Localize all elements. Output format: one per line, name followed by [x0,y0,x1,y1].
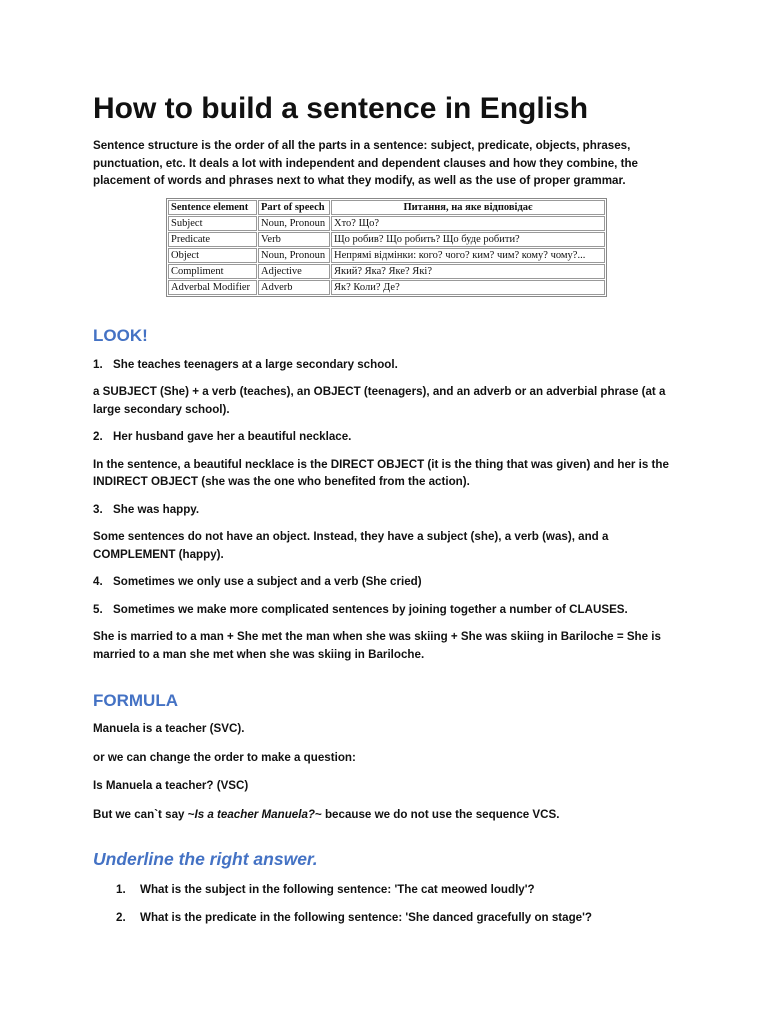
table-cell: Compliment [168,264,257,279]
item-text: She teaches teenagers at a large secondary school. [113,357,398,371]
item-number: 5. [93,602,103,616]
look-heading: LOOK! [93,325,148,345]
table-cell: Який? Яка? Яке? Які? [331,264,605,279]
document-page [93,90,683,926]
question-number: 1. [116,883,126,896]
look-explanation-2: In the sentence, a beautiful necklace is the DIRECT OBJECT (it is the thing that was given) and her is the INDIRECT OBJECT (she was the one who benefited from the action). [93,457,669,488]
look-item-3 [93,501,683,519]
sentence-elements-table-wrapper [166,198,683,297]
exercise-heading: Underline the right answer. [93,849,318,869]
table-header-cell: Part of speech [258,200,330,215]
table-row [168,232,605,247]
item-number: 1. [93,357,103,371]
table-cell: Як? Коли? Де? [331,280,605,295]
question-text: What is the predicate in the following sentence: 'She danced gracefully on stage'? [140,910,592,924]
question-number: 2. [116,910,126,924]
exercise-question-2 [93,909,683,927]
item-text: Sometimes we only use a subject and a verb (She cried) [113,575,422,588]
formula-line-4-italic: Is a teacher Manuela? [194,807,315,821]
table-row [168,264,605,279]
table-cell: Verb [258,232,330,247]
exercise-question-1 [93,881,683,899]
table-cell: Predicate [168,232,257,247]
intro-paragraph: Sentence structure is the order of all the parts in a sentence: subject, predicate, objects, phrases, punctuation, etc. It deals a lot with independent and dependent clauses and how they combine, the placement of words and phrases next to what they modify, as well as the use of proper grammar. [93,139,638,187]
formula-heading: FORMULA [93,691,178,710]
formula-line-3: Is Manuela a teacher? (VSC) [93,779,249,792]
table-cell: Що робив? Що робить? Що буде робити? [331,232,605,247]
item-number: 3. [93,502,103,516]
look-item-1 [93,356,683,374]
look-explanation-5: She is married to a man + She met the man when she was skiing + She was skiing in Bariloche = She is married to a man she met when she was skiing in Bariloche. [93,630,661,661]
question-text: What is the subject in the following sentence: 'The cat meowed loudly'? [140,883,535,896]
item-number: 2. [93,430,103,443]
table-cell: Хто? Що? [331,216,605,231]
table-cell: Object [168,248,257,263]
formula-line-4 [93,806,683,824]
page-title: How to build a sentence in English [93,92,589,125]
look-explanation-3: Some sentences do not have an object. Instead, they have a subject (she), a verb (was), and a COMPLEMENT (happy). [93,530,609,561]
table-cell: Adjective [258,264,330,279]
formula-line-4-end: ~ because we do not use the sequence VCS. [314,807,560,821]
table-header-cell: Питання, на яке відповідає [331,200,605,215]
table-header-cell: Sentence element [168,200,257,215]
look-item-5 [93,601,683,619]
item-number: 4. [93,575,103,588]
table-row [168,280,605,295]
table-cell: Subject [168,216,257,231]
table-cell: Noun, Pronoun [258,216,330,231]
formula-line-1: Manuela is a teacher (SVC). [93,722,245,735]
look-item-4 [93,573,683,591]
sentence-elements-table [166,198,607,297]
table-row [168,216,605,231]
formula-line-4-start: But we can`t say ~ [93,807,195,821]
table-cell: Adverb [258,280,330,295]
look-item-2 [93,428,683,446]
table-header-row [168,200,605,215]
look-explanation-1: a SUBJECT (She) + a verb (teaches), an OBJECT (teenagers), and an adverb or an adverbial phrase (at a large secondary school). [93,385,666,416]
table-cell: Noun, Pronoun [258,248,330,263]
table-row [168,248,605,263]
item-text: Her husband gave her a beautiful necklace. [113,430,352,443]
item-text: Sometimes we make more complicated sentences by joining together a number of CLAUSES. [113,602,628,616]
table-cell: Adverbal Modifier [168,280,257,295]
item-text: She was happy. [113,502,200,516]
formula-line-2: or we can change the order to make a question: [93,750,356,764]
table-cell: Непрямі відмінки: кого? чого? ким? чим? кому? чому?... [331,248,605,263]
